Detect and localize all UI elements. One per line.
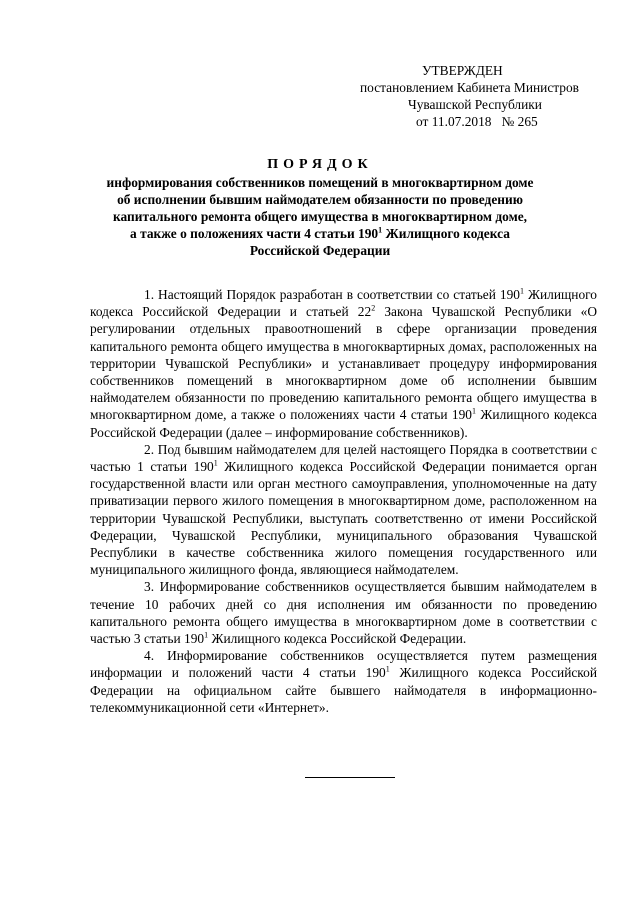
title-line-1: информирования собственников помещений в многоквартирном доме xyxy=(106,175,534,190)
paragraph-1-sup-2: 2 xyxy=(371,303,376,313)
paragraph-1-text-d: Жилищного кодекса Российской Федерации (далее – информирование собственников). xyxy=(90,407,597,440)
paragraph-4 xyxy=(90,647,597,716)
document-body xyxy=(90,286,597,716)
paragraph-4-sup-1: 1 xyxy=(385,665,390,674)
document-title: ПОРЯДОК xyxy=(267,157,373,172)
title-line-4 xyxy=(100,225,540,242)
paragraph-2-sup-1: 1 xyxy=(213,458,218,468)
paragraph-3-text-a: 3. Информирование собственников осуществляется бывшим наймодателем в течение 10 рабочих дней со дня исполнения им обязанности по проведению капитального ремонта общего имущества в многоквартирном доме в соответствии с частью 3 статьи 190 xyxy=(90,579,597,647)
paragraph-1-text-c: Закона Чувашской Республики «О регулировании отдельных правоотношений в сфере организации проведения капитального ремонта общего имущества в многоквартирных домах, расположенных на территории Чувашской Республики» и устанавливает процедуру информирования собственников помещений в многоквартирном доме об исполнении бывшим наймодателем обязанности по проведению капитального ремонта общего имущества в многоквартирном доме, а также о положениях части 4 статьи 190 xyxy=(90,304,597,423)
paragraph-3-sup-1: 1 xyxy=(204,630,209,640)
paragraph-1-text-b: Жилищного кодекса Российской Федерации и статьей 22 xyxy=(90,287,598,320)
paragraph-1-text-a: 1. Настоящий Порядок разработан в соответствии со статьей 190 xyxy=(144,287,520,302)
title-line-4-text-a: а также о положениях части 4 статьи 190 xyxy=(130,226,379,241)
paragraph-4-text-b: Жилищного кодекса Российской Федерации на официальном сайте бывшего наймодателя в информационно-телекоммуникационной сети «Интернет». xyxy=(90,665,597,715)
paragraph-2-text-a: 2. Под бывшим наймодателем для целей настоящего Порядка в соответствии с частью 1 статьи 190 xyxy=(90,441,597,475)
paragraph-1-sup-1: 1 xyxy=(519,286,524,296)
title-line-5: Российской Федерации xyxy=(249,243,391,258)
approval-stamp xyxy=(360,62,610,130)
paragraph-4-text-a: 4. Информирование собственников осуществляется путем размещения информации и положений части 4 статьи 190 xyxy=(90,648,597,681)
paragraph-2 xyxy=(90,441,597,579)
title-line-4-text-b: Жилищного кодекса xyxy=(382,226,510,241)
document-title-block xyxy=(100,156,540,259)
approval-line-1: постановлением Кабинета Министров xyxy=(360,80,579,95)
title-line-2: об исполнении бывшим наймодателем обязанности по проведению xyxy=(117,192,523,207)
paragraph-2-text-b: Жилищного кодекса Российской Федерации понимается орган государственной власти или орган местного самоуправления, уполномоченные на дату приватизации первого жилого помещения в многоквартирном доме, расположенном на территории Чувашской Республики, выступать соответственно от имени Российской Федерации, Чувашской Республики, муниципального образования Чувашской Республики в качестве собственника жилого помещения государственного или муниципального жилищного фонда, являющиеся наймодателем. xyxy=(90,459,597,578)
paragraph-3 xyxy=(90,578,597,647)
end-divider-line xyxy=(305,777,395,778)
paragraph-3-text-b: Жилищного кодекса Российской Федерации. xyxy=(208,631,467,647)
title-line-3: капитального ремонта общего имущества в многоквартирном доме, xyxy=(113,209,527,224)
approval-line-2: Чувашской Республики xyxy=(408,97,542,112)
title-line-4-sup: 1 xyxy=(378,225,383,235)
paragraph-1 xyxy=(90,286,597,441)
approval-line-3: от 11.07.2018 № 265 xyxy=(416,114,538,129)
approval-heading: УТВЕРЖДЕН xyxy=(422,63,503,78)
paragraph-1-sup-3: 1 xyxy=(472,406,477,416)
